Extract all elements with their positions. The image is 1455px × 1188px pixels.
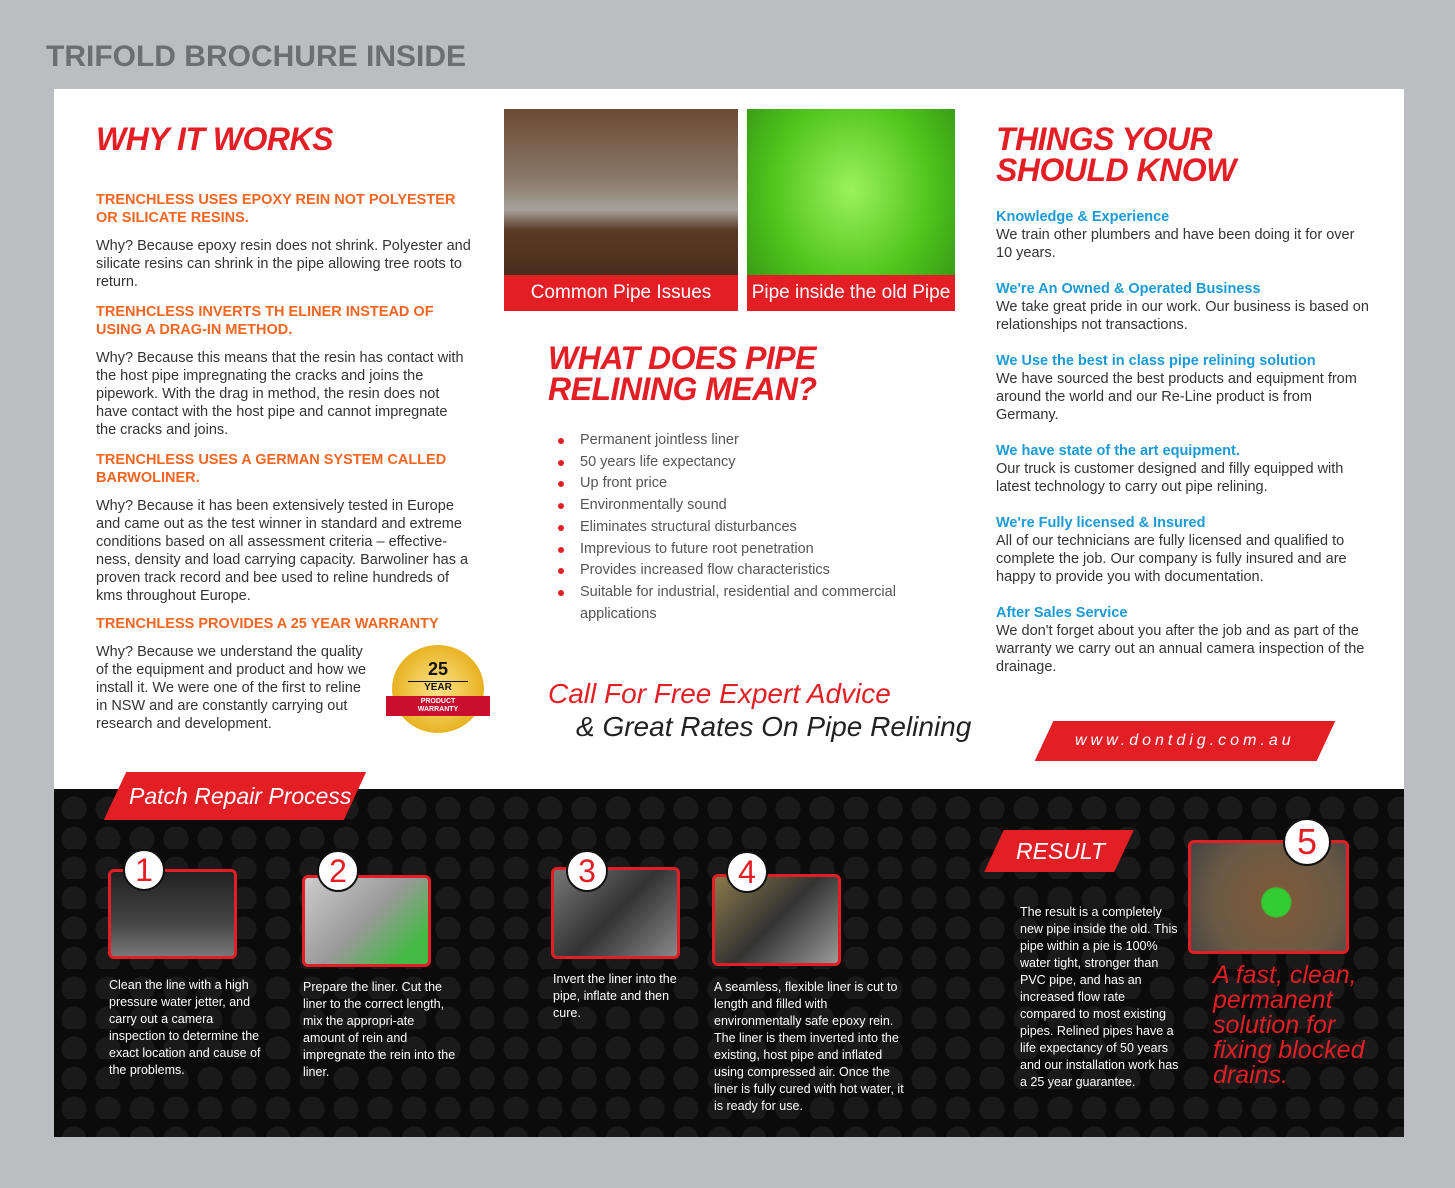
things-heading: THINGS YOUR SHOULD KNOW [996, 121, 1236, 188]
step-number: 2 [317, 850, 359, 892]
section-body: Why? Because we understand the quality of the equipment and product and how we install it. We were one of the first to reline in NSW and are constantly carrying out research and development. [96, 644, 367, 732]
list-item: 50 years life expectancy [548, 452, 918, 474]
website-link[interactable] [1035, 721, 1336, 761]
section-body: Why? Because it has been extensively tested in Europe and came out as the test winner in standard and extreme conditions based on all assessment criteria – effective-ness, density and load carrying capacity. Barwoliner has a proven track record and bee used to reline hundreds of kms throughout Europe. [96, 498, 469, 604]
image-caption: Pipe inside the old Pipe [747, 275, 955, 311]
pipe-inside-image [747, 109, 955, 311]
why-it-works-column [96, 121, 471, 733]
item-body: We don't forget about you after the job and as part of the warranty we carry out an annual camera inspection of the drainage. [996, 623, 1365, 675]
page-title: TRIFOLD BROCHURE INSIDE [46, 40, 466, 73]
step-number: 1 [123, 849, 165, 891]
item-body: We have sourced the best products and equipment from around the world and our Re-Line product is from Germany. [996, 371, 1357, 423]
section-body: Why? Because epoxy resin does not shrink. Polyester and silicate resins can shrink in the pipe allowing tree roots to return. [96, 238, 471, 290]
benefits-list [548, 430, 918, 625]
step-text: A seamless, flexible liner is cut to length and filled with environmentally safe epoxy rein. The liner is them inverted into the existing, host pipe and inflated using compressed air. Once the liner is fully cured with hot water, it is ready for use. [714, 980, 904, 1113]
section-title: TRENHCLESS INVERTS TH ELINER INSTEAD OF USING A DRAG-IN METHOD. [96, 304, 434, 338]
item-body: We take great pride in our work. Our business is based on relationships not transactions. [996, 299, 1369, 333]
item-title: We Use the best in class pipe relining solution [996, 353, 1316, 369]
step-number: 3 [566, 850, 608, 892]
process-heading-text: Patch Repair Process [129, 783, 352, 809]
item-title: After Sales Service [996, 605, 1128, 621]
step-text: Clean the line with a high pressure water jetter, and carry out a camera inspection to determine the exact location and cause of the problems. [109, 978, 261, 1077]
step-2-image [302, 875, 431, 967]
common-pipe-issues-image [504, 109, 738, 311]
section-title: TRENCHLESS PROVIDES A 25 YEAR WARRANTY [96, 616, 439, 632]
step-4-image [712, 874, 841, 966]
step-text: Prepare the liner. Cut the liner to the correct length, mix the appropri-ate amount of rein and impregnate the rein into the liner. [303, 980, 456, 1079]
section-title: TRENCHLESS USES EPOXY REIN NOT POLYESTER OR SILICATE RESINS. [96, 192, 456, 226]
section-body: Why? Because this means that the resin has contact with the host pipe impregnating the cracks and joins the pipework. With the drag in method, the resin does not have contact with the host pipe and cannot impregnate the cracks and joins. [96, 350, 464, 438]
warranty-seal [392, 645, 484, 733]
item-title: We're An Owned & Operated Business [996, 281, 1261, 297]
item-title: We have state of the art equipment. [996, 443, 1240, 459]
process-heading [104, 772, 366, 820]
list-item: Permanent jointless liner [548, 430, 918, 452]
list-item: Provides increased flow characteristics [548, 560, 918, 582]
list-item: Imprevious to future root penetration [548, 539, 918, 561]
seal-number: 25 [427, 659, 449, 679]
image-caption: Common Pipe Issues [504, 275, 738, 311]
item-title: We're Fully licensed & Insured [996, 515, 1206, 531]
result-heading [984, 830, 1134, 872]
item-body: All of our technicians are fully licensed and qualified to complete the job. Our company is fully insured and are happy to provide you with documentation. [996, 533, 1347, 585]
tagline: A fast, clean, permanent solution for fixing blocked drains. [1213, 961, 1365, 1089]
item-body: Our truck is customer designed and filly equipped with latest technology to carry out pipe relining. [996, 461, 1344, 495]
list-item: Suitable for industrial, residential and commercial applications [548, 582, 918, 625]
section-title: TRENCHLESS USES A GERMAN SYSTEM CALLED BARWOLINER. [96, 452, 447, 486]
list-item: Environmentally sound [548, 495, 918, 517]
seal-year: YEAR [408, 681, 468, 693]
list-item: Eliminates structural disturbances [548, 517, 918, 539]
step-text: Invert the liner into the pipe, inflate and then cure. [553, 972, 677, 1020]
result-text: The result is a completely new pipe inside the old. This pipe within a pie is 100% water tight, stronger than PVC pipe, and has an increased flow rate compared to most existing pipes. Relined pipes have a life expectancy of 50 years and our installation work has a 25 year guarantee. [1020, 905, 1179, 1089]
cta-line-2: & Great Rates On Pipe Relining [576, 711, 972, 742]
item-title: Knowledge & Experience [996, 209, 1170, 225]
cta-line-1: Call For Free Expert Advice [548, 678, 891, 709]
things-column [996, 121, 1374, 676]
relining-heading: WHAT DOES PIPE RELINING MEAN? [548, 340, 817, 407]
why-heading: WHY IT WORKS [96, 121, 333, 157]
item-body: We train other plumbers and have been doing it for over 10 years. [996, 227, 1355, 261]
list-item: Up front price [548, 473, 918, 495]
step-number: 4 [726, 851, 768, 893]
website-text: www.dontdig.com.au [1075, 732, 1295, 749]
seal-ribbon: PRODUCT WARRANTY [386, 696, 490, 716]
step-number: 5 [1283, 818, 1331, 866]
result-heading-text: RESULT [1016, 838, 1106, 864]
